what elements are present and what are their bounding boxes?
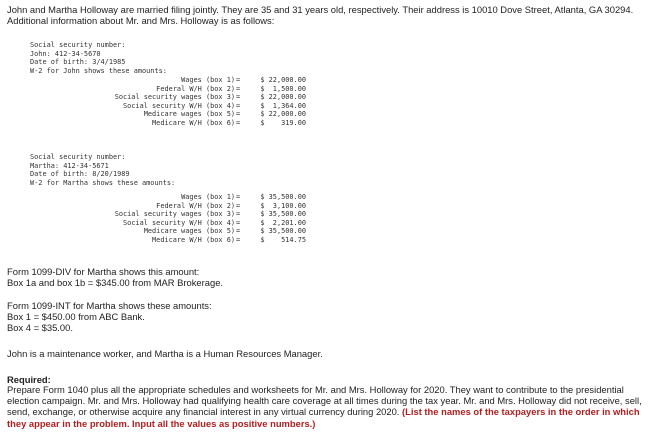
required-title: Required:: [7, 374, 51, 385]
w2-label: Medicare wages (box 5): [143, 110, 235, 119]
w2-row: Federal W/H (box 2) = $ 3,100.00: [156, 201, 306, 210]
required-note: (List the names of the taxpayers in the order in which they appear in the problem. Input all the values as positive numbers.): [7, 406, 640, 429]
john-dob: Date of birth: 3/4/1985: [30, 58, 126, 67]
w2-row: Social security wages (box 3) = $ 22,000.00: [114, 93, 306, 102]
w2-value: $ 35,500.00: [260, 210, 306, 219]
required-text: Prepare Form 1040 plus all the appropriate schedules and worksheets for Mr. and Mrs. Holloway for 2020. They want to contribute to the presidential election campaign. Mr. and Mrs. Holloway had qualifying health care coverage at all times during the tax year. Mr. and Mrs. Holloway did not receive, sell, send, exchange, or otherwise acquire any financial interest in any virtual currency during 2020.: [7, 384, 642, 418]
w2-label: Medicare wages (box 5): [143, 227, 235, 236]
john-ssn-label: Social security number:: [30, 41, 126, 49]
w2-label: Medicare W/H (box 6): [152, 235, 235, 244]
w2-value: $ 2,201.00: [260, 218, 306, 227]
w2-value: $ 1,364.00: [260, 101, 306, 110]
div-line: Box 1a and box 1b = $345.00 from MAR Brokerage.: [7, 277, 224, 288]
w2-row: Federal W/H (box 2) = $ 1,500.00: [156, 84, 306, 93]
w2-label: Social security W/H (box 4): [122, 218, 235, 227]
w2-value: $ 22,000.00: [260, 93, 306, 102]
martha-w2-table: [30, 193, 330, 245]
martha-dob: Date of birth: 8/20/1989: [30, 170, 130, 179]
w2-row: Social security W/H (box 4) = $ 2,201.00: [122, 218, 306, 227]
w2-value: $ 22,000.00: [260, 76, 306, 84]
int-line-1: Box 1 = $450.00 from ABC Bank.: [7, 311, 145, 322]
w2-label: Wages (box 1): [181, 76, 235, 84]
john-w2-table: [30, 76, 330, 128]
w2-label: Wages (box 1): [181, 193, 235, 201]
martha-ssn-label: Social security number:: [30, 153, 126, 161]
w2-label: Social security wages (box 3): [114, 93, 235, 102]
john-w2-heading: W-2 for John shows these amounts:: [30, 66, 167, 75]
w2-row: Wages (box 1) = $ 22,000.00: [181, 76, 306, 84]
w2-value: $ 514.75: [260, 235, 306, 244]
w2-value: $ 22,000.00: [260, 110, 306, 119]
w2-label: Federal W/H (box 2): [156, 201, 235, 210]
w2-value: $ 35,500.00: [260, 193, 306, 201]
w2-label: Social security wages (box 3): [114, 210, 235, 219]
intro-paragraph: John and Martha Holloway are married filing jointly. They are 35 and 31 years old, respectively. Their address is 10010 Dove Street, Atlanta, GA 30294. Additional information about Mr. and Mrs. Holloway is as follows:: [7, 4, 634, 27]
martha-ssn: Martha: 412-34-5671: [30, 161, 109, 170]
john-ssn: John: 412-34-5670: [30, 49, 101, 58]
w2-row: Social security W/H (box 4) = $ 1,364.00: [122, 101, 306, 110]
w2-label: Social security W/H (box 4): [122, 101, 235, 110]
w2-row: Social security wages (box 3) = $ 35,500.00: [114, 210, 306, 219]
w2-value: $ 1,500.00: [260, 84, 306, 93]
w2-row: Wages (box 1) = $ 35,500.00: [181, 193, 306, 201]
occupations: John is a maintenance worker, and Martha is a Human Resources Manager.: [7, 348, 323, 359]
martha-info: [30, 153, 175, 187]
martha-w2-heading: W-2 for Martha shows these amounts:: [30, 178, 176, 187]
w2-value: $ 3,100.00: [260, 201, 306, 210]
int-line-2: Box 4 = $35.00.: [7, 322, 73, 333]
w2-value: $ 35,500.00: [260, 227, 306, 236]
w2-row: Medicare W/H (box 6) = $ 514.75: [152, 235, 306, 244]
w2-row: Medicare wages (box 5) = $ 22,000.00: [143, 110, 306, 119]
div-heading: Form 1099-DIV for Martha shows this amount:: [7, 266, 200, 277]
w2-row: Medicare W/H (box 6) = $ 319.00: [152, 118, 306, 127]
w2-row: Medicare wages (box 5) = $ 35,500.00: [143, 227, 306, 236]
w2-value: $ 319.00: [260, 118, 306, 127]
john-info: [30, 41, 167, 75]
w2-label: Federal W/H (box 2): [156, 84, 235, 93]
int-heading: Form 1099-INT for Martha shows these amounts:: [7, 300, 212, 311]
w2-label: Medicare W/H (box 6): [152, 118, 235, 127]
required-body: [7, 384, 643, 429]
